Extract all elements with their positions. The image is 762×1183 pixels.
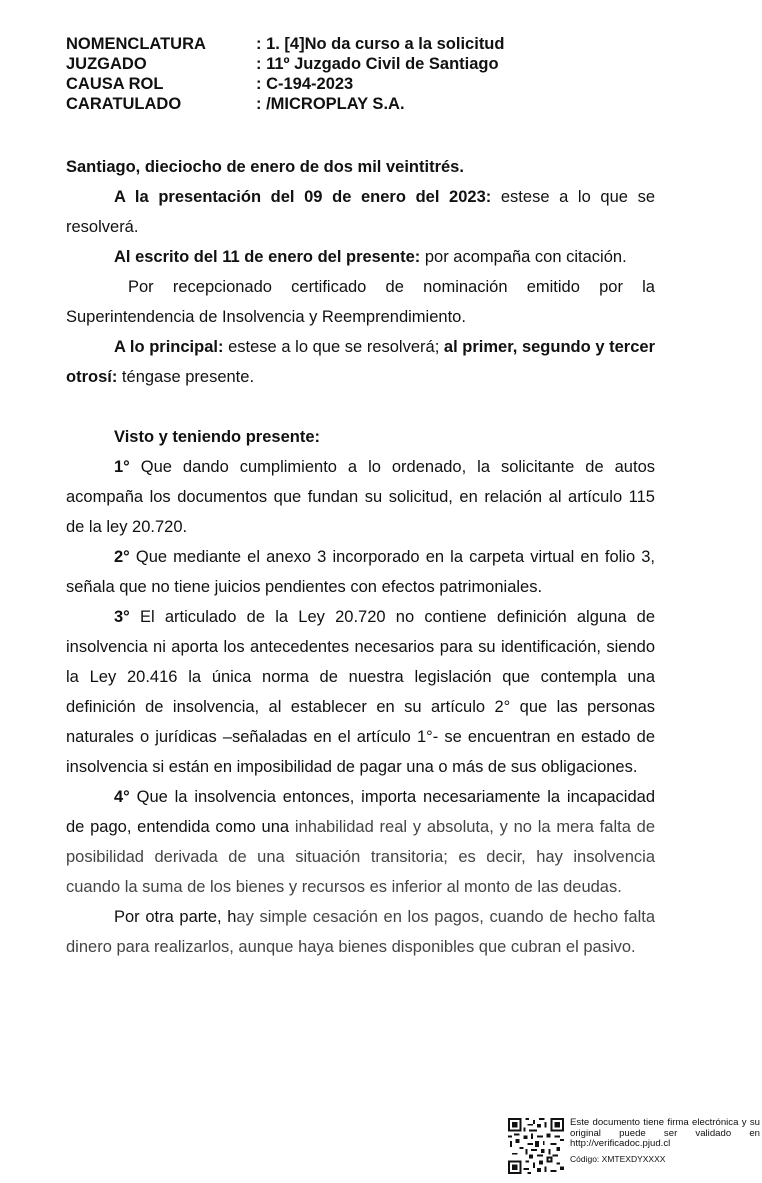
considerando-number: 1° xyxy=(114,458,130,476)
paragraph-principal xyxy=(66,332,655,392)
considerando-text: Que dando cumplimiento a lo ordenado, la solicitante de autos acompaña los documentos que fundan su solicitud, en relación al artículo 115 de la ley 20.720. xyxy=(66,458,655,536)
resolution-body xyxy=(66,152,655,962)
paragraph-lead: A la presentación del 09 de enero del 2023: xyxy=(114,188,492,206)
header-key: CAUSA ROL xyxy=(66,75,164,93)
considerando-text-continued: inhabilidad real y absoluta, y no la mera falta de posibilidad derivada de una situación transitoria; es decir, hay insolvencia cuando la suma de los bienes y recursos es inferior al monto de las deudas. xyxy=(66,818,655,896)
header-key: CARATULADO xyxy=(66,95,182,113)
paragraph-text: estese a lo que se resolverá. xyxy=(66,188,656,236)
paragraph-text: por acompaña con citación. xyxy=(420,248,627,266)
paragraph-text: Por otra parte, h xyxy=(114,908,237,926)
header-key: JUZGADO xyxy=(66,55,147,73)
considerando-number: 2° xyxy=(114,548,130,566)
document-header xyxy=(66,34,504,114)
considerando-4 xyxy=(66,782,655,902)
paragraph-text: estese a lo que se resolverá; xyxy=(223,338,444,356)
paragraph-text-continued: ay simple cesación en los pagos, cuando de hecho falta dinero para realizarlos, aunque haya bienes disponibles que cubran el pasivo. xyxy=(66,908,655,956)
considerando-2 xyxy=(66,542,655,602)
header-value: : C-194-2023 xyxy=(256,75,354,93)
signature-validation-text: Este documento tiene firma electrónica y su original puede ser validado en http://verificadoc.pjud.cl xyxy=(570,1117,760,1149)
signature-notice xyxy=(570,1118,760,1174)
qr-code xyxy=(508,1118,564,1174)
paragraph-recepcionado: Por recepcionado certificado de nominación emitido por la Superintendencia de Insolvencia y Reemprendimiento. xyxy=(66,278,655,326)
electronic-signature-footer xyxy=(508,1118,760,1174)
verification-code: Código: XMTEXDYXXXX xyxy=(570,1153,666,1164)
considerando-number: 4° xyxy=(114,788,130,806)
header-value: : 1. [4]No da curso a la solicitud xyxy=(256,35,505,53)
considerando-3 xyxy=(66,602,655,782)
header-row-caratulado xyxy=(66,94,504,114)
considerando-text: Que mediante el anexo 3 incorporado en la carpeta virtual en folio 3, señala que no tiene juicios pendientes con efectos patrimoniales. xyxy=(66,548,655,596)
paragraph-lead: al primer, segundo y tercer otrosí: xyxy=(66,338,655,386)
paragraph-otra-parte xyxy=(66,902,655,962)
header-row-juzgado xyxy=(66,54,504,74)
header-value: : /MICROPLAY S.A. xyxy=(256,95,405,113)
paragraph-escrito xyxy=(66,242,655,272)
paragraph-lead: A lo principal: xyxy=(114,338,224,356)
spacer xyxy=(66,392,655,422)
paragraph-presentacion xyxy=(66,182,655,242)
paragraph-lead: Al escrito del 11 de enero del presente: xyxy=(114,248,421,266)
considerando-text: Que la insolvencia entonces, importa necesariamente la incapacidad de pago, entendida como una xyxy=(66,788,655,836)
date-line: Santiago, dieciocho de enero de dos mil veintitrés. xyxy=(66,158,464,176)
considerando-1 xyxy=(66,452,655,542)
header-row-nomenclatura xyxy=(66,34,504,54)
header-row-causa-rol xyxy=(66,74,504,94)
paragraph-text: téngase presente. xyxy=(117,368,255,386)
considerando-number: 3° xyxy=(114,608,130,626)
header-key: NOMENCLATURA xyxy=(66,35,206,53)
header-value: : 11º Juzgado Civil de Santiago xyxy=(256,55,499,73)
visto-heading: Visto y teniendo presente: xyxy=(114,428,320,446)
considerando-text: El articulado de la Ley 20.720 no contiene definición alguna de insolvencia ni aporta los antecedentes necesarios para su identificación, siendo la Ley 20.416 la única norma de nuestra legislación que contempla una definición de insolvencia, al establecer en su artículo 2° que las personas naturales o jurídicas –señaladas en el artículo 1°- se encuentran en estado de insolvencia si están en imposibilidad de pagar una o más de sus obligaciones. xyxy=(66,608,655,776)
